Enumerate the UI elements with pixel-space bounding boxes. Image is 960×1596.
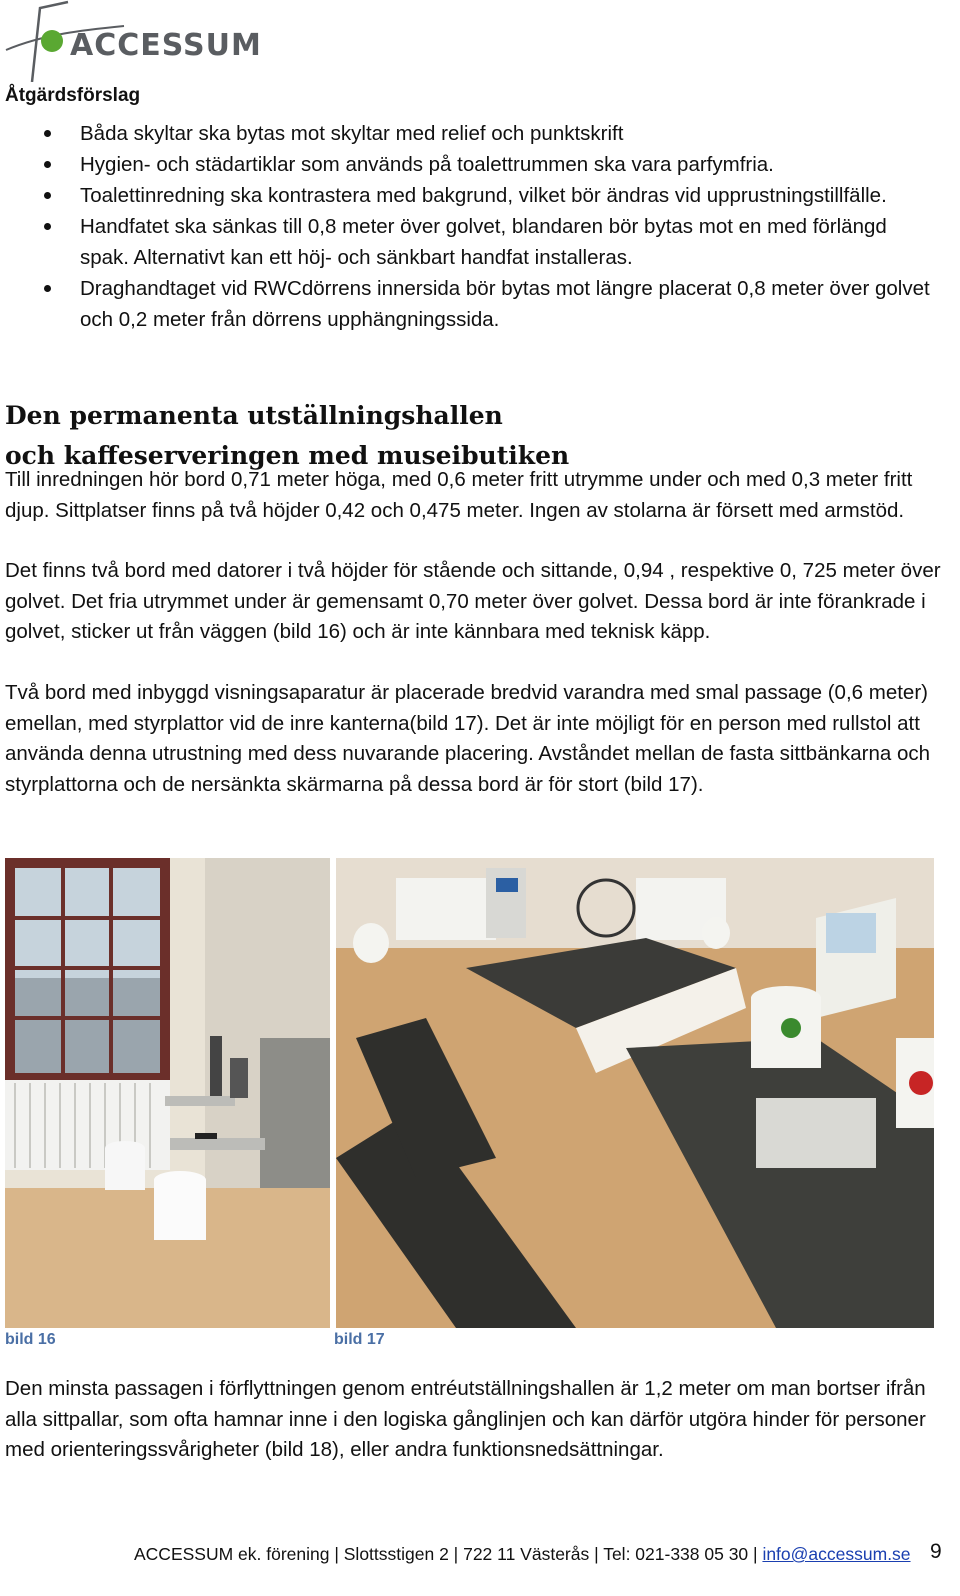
paragraph: Det finns två bord med datorer i två höjder för stående och sittande, 0,94 , respektive 0, 725 meter över golvet. Det fria utrymmet under är gemensamt 0,70 meter över golvet. Dessa bord är inte förankrade i golvet, sticker ut från väggen (bild 16) och är inte kännbara med teknisk käpp. <box>5 559 941 643</box>
email-link[interactable]: info@accessum.se <box>762 1544 911 1564</box>
list-item-text: Toalettinredning ska kontrastera med bakgrund, vilket bör ändras vid upprustningstillfälle. <box>80 184 887 207</box>
computer-desk-photo-icon <box>5 858 330 1328</box>
photo-bild-16 <box>5 858 330 1328</box>
closing-paragraph: Den minsta passagen i förflyttningen genom entréutställningshallen är 1,2 meter om man bortser ifrån alla sittpallar, som ofta hamnar inne i den logiska gånglinjen och kan därför utgöra hinder för personer med orienteringssvårigheter (bild 18), eller andra funktionsnedsättningar. <box>5 1377 926 1461</box>
recommendation-list <box>0 118 930 335</box>
heading-line-2: och kaffeserveringen med museibutiken <box>5 441 570 470</box>
section-heading <box>5 396 945 476</box>
bullet-icon <box>44 223 51 230</box>
list-item <box>0 149 930 180</box>
list-item-text: Handfatet ska sänkas till 0,8 meter över golvet, blandaren bör bytas mot en med förlängd spak. Alternativt kan ett höj- och sänkbart handfat installeras. <box>80 215 887 269</box>
page-number: 9 <box>930 1540 942 1563</box>
list-item-text: Draghandtaget vid RWCdörrens innersida bör bytas mot längre placerat 0,8 meter över golvet och 0,2 meter från dörrens upphängningssida. <box>80 277 930 331</box>
footer <box>134 1544 911 1565</box>
heading-line-1: Den permanenta utställningshallen <box>5 401 503 430</box>
list-item-text: Hygien- och städartiklar som används på toalettrummen ska vara parfymfria. <box>80 153 774 176</box>
logo-text: ACCESSUM <box>70 28 262 63</box>
section-label: Åtgärdsförslag <box>5 85 141 106</box>
list-item <box>0 118 930 149</box>
paragraph: Till inredningen hör bord 0,71 meter höga, med 0,6 meter fritt utrymme under och med 0,3 meter fritt djup. Sittplatser finns på två höjder 0,42 och 0,475 meter. Ingen av stolarna är försett med armstöd. <box>5 468 913 522</box>
paragraph: Två bord med inbyggd visningsaparatur är placerade bredvid varandra med smal passage (0,6 meter) emellan, med styrplattor vid de inre kanterna(bild 17). Det är inte möjligt för en person med rullstol att använda denna utrustning med dess nuvarande placering. Avståndet mellan de fasta sittbänkarna och styrplattorna och de nersänkta skärmarna på dessa bord är för stort (bild 17). <box>5 681 931 796</box>
list-item <box>0 211 930 273</box>
exhibition-hall-photo-icon <box>336 858 934 1328</box>
bullet-icon <box>44 192 51 199</box>
caption-bild-16: bild 16 <box>5 1331 56 1348</box>
bullet-icon <box>44 161 51 168</box>
caption-bild-17: bild 17 <box>334 1331 385 1348</box>
bullet-icon <box>44 130 51 137</box>
list-item <box>0 180 930 211</box>
photo-bild-17 <box>336 858 934 1328</box>
accessum-logo <box>4 0 274 82</box>
list-item-text: Båda skyltar ska bytas mot skyltar med relief och punktskrift <box>80 122 624 145</box>
bullet-icon <box>44 285 51 292</box>
footer-text: ACCESSUM ek. förening | Slottsstigen 2 | 722 11 Västerås | Tel: 021-338 05 30 | <box>134 1544 763 1564</box>
list-item <box>0 273 930 335</box>
